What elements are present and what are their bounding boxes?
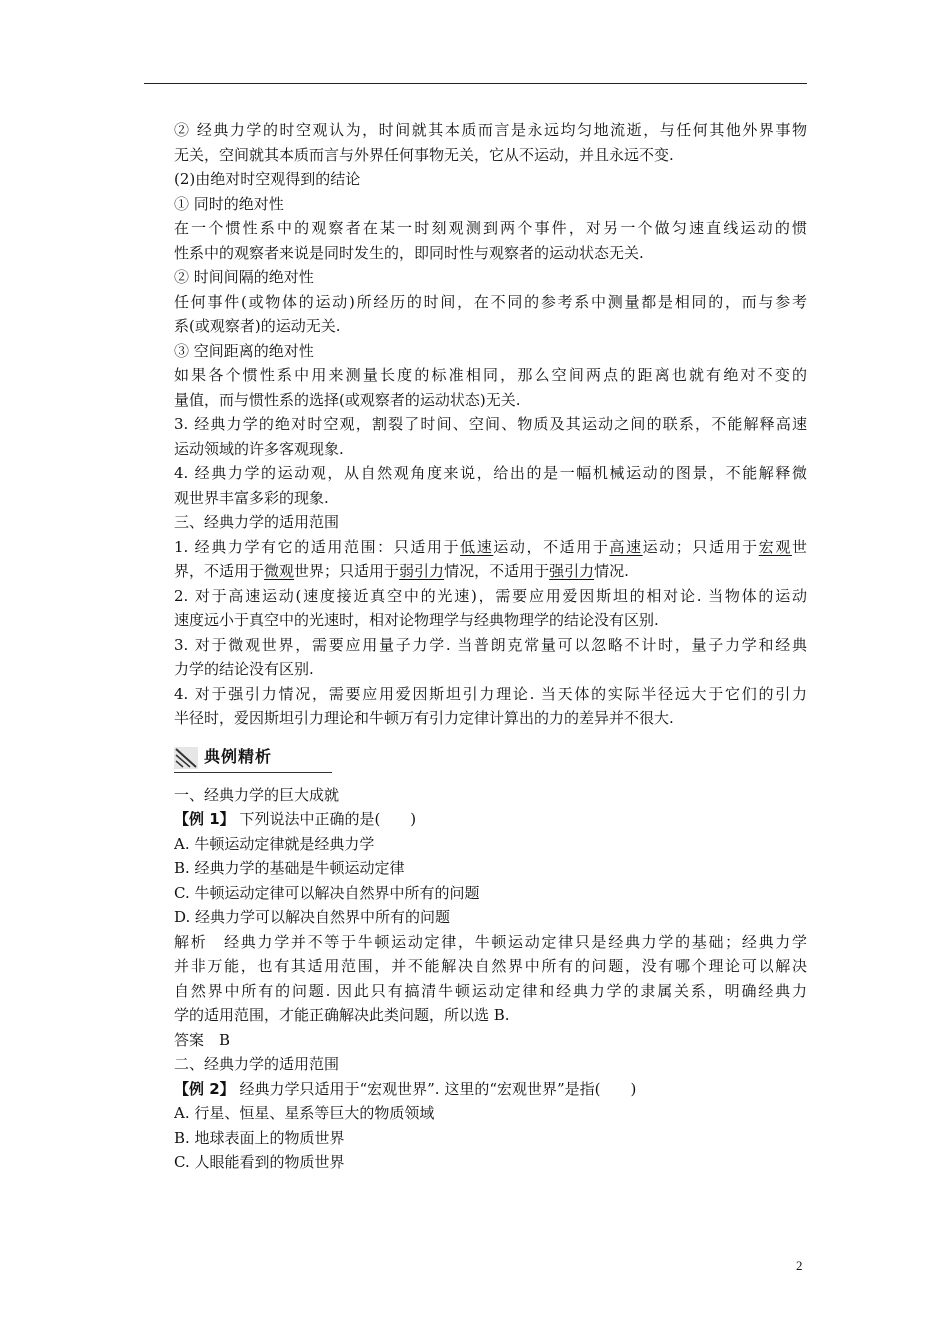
analysis-line: 解析 经典力学并不等于牛顿运动定律，牛顿运动定律只是经典力学的基础；经典力学 [174,932,807,951]
underlined-term: 微观 [264,562,295,580]
text-line: 4. 对于强引力情况，需要应用爱因斯坦引力理论. 当天体的实际半径远大于它们的引力 [174,684,807,703]
text-line: 任何事件(或物体的运动)所经历的时间，在不同的参考系中测量都是相同的，而与参考 [174,292,807,311]
scope-item-1-line-2: 界，不适用于微观世界；只适用于弱引力情况，不适用于强引力情况. [174,562,629,580]
text-line: 三、经典力学的适用范围 [174,513,340,531]
answer-option: A. 牛顿运动定律就是经典力学 [174,834,375,853]
text-line: 2. 对于高速运动(速度接近真空中的光速)，需要应用爱因斯坦的相对论. 当物体的运动 [174,586,807,605]
text-line: 速度远小于真空中的光速时，相对论物理学与经典物理学的结论没有区别. [174,611,659,629]
example-2-question: 【例 2】 经典力学只适用于“宏观世界”. 这里的“宏观世界”是指( ) [174,1079,637,1098]
text-block-scope [174,584,807,731]
text-line: ② 时间间隔的绝对性 [174,268,314,286]
example-1-question: 【例 1】 下列说法中正确的是( ) [174,810,417,828]
text-line: 性系中的观察者来说是同时发生的，即同时性与观察者的运动状态无关. [174,243,644,262]
answer-option: D. 经典力学可以解决自然界中所有的问题 [174,908,451,926]
underlined-term: 高速 [609,537,643,556]
answer-option: B. 地球表面上的物质世界 [174,1128,345,1147]
answer-option: C. 人眼能看到的物质世界 [174,1153,345,1171]
example-2-options [174,1101,807,1175]
text-line: 无关，空间就其本质而言与外界任何事物无关，它从不运动，并且永远不变. [174,145,674,164]
text-line: 半径时，爱因斯坦引力理论和牛顿万有引力定律计算出的力的差异并不很大. [174,709,674,727]
text-line: 3. 经典力学的绝对时空观，割裂了时间、空间、物质及其运动之间的联系，不能解释高速 [174,415,807,433]
text-line: ③ 空间距离的绝对性 [174,341,314,360]
scope-item-1-line-1: 1. 经典力学有它的适用范围：只适用于低速运动，不适用于高速运动；只适用于宏观世 [174,537,807,556]
underlined-term: 低速 [460,537,494,556]
text-line: 4. 经典力学的运动观，从自然观角度来说，给出的是一幅机械运动的图景，不能解释微 [174,464,807,482]
example-1-tag: 【例 1】 [174,810,235,828]
text-line: 量值，而与惯性系的选择(或观察者的运动状态)无关. [174,390,521,409]
example-1-answer: 答案 B [174,1030,231,1049]
text-line: ① 同时的绝对性 [174,194,284,213]
header-rule [144,83,807,84]
section-heading [174,745,807,775]
analysis-line: 学的适用范围，才能正确解决此类问题，所以选 B. [174,1006,510,1024]
example-section-heading-1: 一、经典力学的巨大成就 [174,785,340,804]
example-section-heading-2: 二、经典力学的适用范围 [174,1055,340,1073]
underlined-term: 强引力 [549,562,595,580]
text-line: 运动领域的许多客观现象. [174,439,344,458]
text-line: (2)由绝对时空观得到的结论 [174,170,361,188]
text-line: 3. 对于微观世界，需要应用量子力学. 当普朗克常量可以忽略不计时，量子力学和经典 [174,635,807,654]
text-block-spacetime [174,118,807,535]
text-line: 力学的结论没有区别. [174,660,314,678]
page-number: 2 [796,1258,803,1273]
text-line: ② 经典力学的时空观认为，时间就其本质而言是永远均匀地流逝，与任何其他外界事物 [174,121,807,139]
example-1-analysis [174,930,807,1028]
text-line: 如果各个惯性系中用来测量长度的标准相同，那么空间两点的距离也就有绝对不变的 [174,366,807,384]
answer-option: A. 行星、恒星、星系等巨大的物质领域 [174,1104,435,1122]
answer-option: C. 牛顿运动定律可以解决自然界中所有的问题 [174,883,480,902]
underlined-term: 宏观 [758,537,792,556]
analysis-line: 自然界中所有的问题. 因此只有搞清牛顿运动定律和经典力学的隶属关系，明确经典力 [174,981,807,1000]
text-line: 在一个惯性系中的观察者在某一时刻观测到两个事件，对另一个做匀速直线运动的惯 [174,219,807,237]
text-line: 系(或观察者)的运动无关. [174,317,341,335]
answer-option: B. 经典力学的基础是牛顿运动定律 [174,859,405,877]
page-content [174,118,807,1175]
example-2-tag: 【例 2】 [174,1079,235,1098]
section-title-rule [174,772,332,773]
text-line: 观世界丰富多彩的现象. [174,488,329,507]
example-1-options [174,832,807,930]
underlined-term: 弱引力 [399,562,445,580]
analysis-line: 并非万能，也有其适用范围，并不能解决自然界中所有的问题，没有哪个理论可以解决 [174,957,807,975]
diagonal-lines-icon [174,747,198,769]
section-title: 典例精析 [204,746,273,766]
